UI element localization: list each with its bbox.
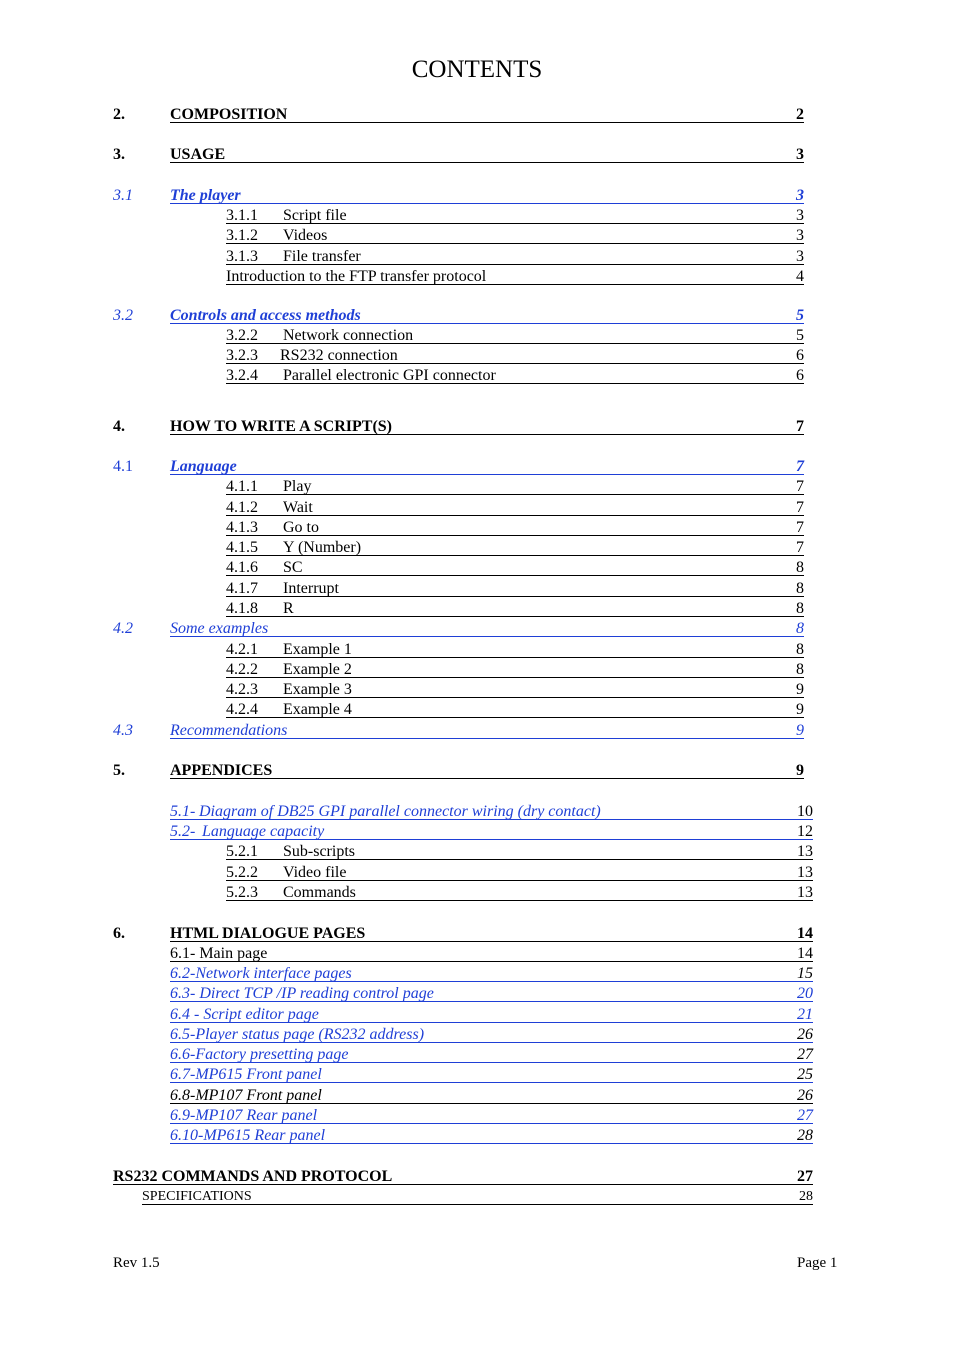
toc-entry-label: Example 3 [283, 681, 352, 698]
toc-entry-label: Example 2 [283, 661, 352, 678]
toc-entry-page: 20 [797, 985, 813, 1002]
toc-entry-label: HOW TO WRITE A SCRIPT(S) [170, 418, 392, 435]
toc-entry-page: 7 [796, 499, 804, 516]
toc-entry-label: Controls and access methods [170, 307, 361, 324]
toc-entry[interactable] [170, 1045, 813, 1065]
toc-entry[interactable] [226, 558, 804, 578]
toc-section-number: 4.1 [113, 458, 133, 475]
toc-entry-page: 8 [796, 620, 804, 637]
toc-entry-page: 27 [797, 1168, 813, 1185]
toc-entry[interactable] [113, 1167, 813, 1187]
toc-entry-page: 6 [796, 347, 804, 364]
toc-entry-label: Language capacity [198, 823, 325, 840]
toc-entry[interactable] [170, 1126, 813, 1146]
toc-entry-page: 7 [796, 539, 804, 556]
toc-entry-label: SPECIFICATIONS [142, 1189, 252, 1204]
toc-entry[interactable] [170, 944, 813, 964]
toc-subsection-number: 5.2.3 [226, 884, 258, 901]
toc-entry-label: RS232 connection [280, 347, 398, 364]
toc-section-number: 4.3 [113, 722, 133, 739]
toc-entry-page: 5 [796, 327, 804, 344]
toc-entry[interactable] [226, 226, 804, 246]
toc-entry-label: 6.6-Factory presetting page [170, 1046, 349, 1063]
toc-entry-label: USAGE [170, 146, 226, 163]
toc-entry-label: Y (Number) [283, 539, 362, 556]
toc-subsection-number: 4.1.7 [226, 580, 258, 597]
toc-subsection-number: 4.2.3 [226, 681, 258, 698]
toc-entry-page: 9 [796, 701, 804, 718]
toc-entry[interactable] [142, 1187, 813, 1207]
toc-entry-label: Videos [283, 227, 328, 244]
toc-entry-page: 15 [797, 965, 813, 982]
toc-entry-label: Commands [283, 884, 356, 901]
toc-entry[interactable] [226, 680, 804, 700]
toc-entry-label: HTML DIALOGUE PAGES [170, 925, 366, 942]
toc-entry[interactable] [226, 883, 813, 903]
toc-entry-label: Recommendations [170, 722, 288, 739]
toc-entry-page: 10 [797, 803, 813, 820]
toc-entry-label: 6.7-MP615 Front panel [170, 1066, 322, 1083]
toc-entry[interactable] [170, 984, 813, 1004]
toc-subsection-number: 3.1.3 [226, 248, 258, 265]
toc-entry-label: SC [283, 559, 303, 576]
toc-section-number: 3.2 [113, 307, 133, 324]
toc-entry-page: 7 [796, 519, 804, 536]
toc-entry-label: Interrupt [283, 580, 339, 597]
toc-entry-label: COMPOSITION [170, 106, 288, 123]
toc-entry-page: 3 [796, 227, 804, 244]
toc-entry[interactable] [226, 538, 804, 558]
toc-entry-page: 9 [796, 722, 804, 739]
toc-entry-page: 28 [799, 1189, 813, 1204]
toc-entry[interactable] [170, 721, 804, 741]
toc-entry-page: 3 [796, 207, 804, 224]
toc-entry-label: 6.3- Direct TCP /IP reading control page [170, 985, 434, 1002]
toc-entry[interactable] [170, 1065, 813, 1085]
toc-entry[interactable] [226, 267, 804, 287]
toc-entry-page: 9 [796, 681, 804, 698]
footer-revision: Rev 1.5 [113, 1255, 160, 1271]
toc-entry[interactable] [170, 802, 813, 822]
toc-section-number: 3. [113, 146, 125, 163]
toc-entry-label: Play [283, 478, 312, 495]
toc-entry-page: 28 [797, 1127, 813, 1144]
toc-entry-label: Some examples [170, 620, 269, 637]
toc-entry-label: Introduction to the FTP transfer protocol [226, 268, 487, 285]
toc-entry-page: 27 [797, 1046, 813, 1063]
toc-entry[interactable] [170, 417, 804, 437]
toc-entry-label: Go to [283, 519, 319, 536]
toc-entry-label: Language [170, 458, 237, 475]
toc-entry-page: 7 [796, 418, 804, 435]
toc-entry[interactable] [226, 700, 804, 720]
toc-entry[interactable] [226, 326, 804, 346]
toc-entry-label: 6.10-MP615 Rear panel [170, 1127, 326, 1144]
toc-entry-label: 6.8-MP107 Front panel [170, 1087, 322, 1104]
toc-entry[interactable] [226, 579, 804, 599]
toc-entry-label: Example 4 [283, 701, 352, 718]
toc-entry-page: 3 [796, 248, 804, 265]
toc-subsection-number: 3.2.3 [226, 347, 258, 364]
toc-entry[interactable] [226, 842, 813, 862]
toc-appendix-number: 5.1- [170, 803, 196, 820]
toc-section-number: 3.1 [113, 187, 133, 204]
toc-entry-page: 7 [796, 478, 804, 495]
toc-entry-page: 25 [797, 1066, 813, 1083]
toc-subsection-number: 3.1.1 [226, 207, 258, 224]
toc-entry-label: R [283, 600, 294, 617]
toc-entry-label: 6.5-Player status page (RS232 address) [170, 1026, 425, 1043]
toc-entry[interactable] [170, 105, 804, 125]
toc-entry[interactable] [226, 477, 804, 497]
toc-entry[interactable] [170, 924, 813, 944]
toc-entry-page: 3 [796, 146, 804, 163]
toc-section-number: 2. [113, 106, 125, 123]
toc-entry-page: 13 [797, 843, 813, 860]
toc-subsection-number: 4.1.8 [226, 600, 258, 617]
toc-entry[interactable] [226, 863, 813, 883]
toc-section-number: 6. [113, 925, 125, 942]
toc-entry-page: 8 [796, 580, 804, 597]
page-title: CONTENTS [411, 56, 543, 83]
toc-entry-page: 14 [797, 945, 813, 962]
toc-entry[interactable] [226, 346, 804, 366]
toc-entry[interactable] [170, 1086, 813, 1106]
toc-entry[interactable] [226, 366, 804, 386]
toc-entry-label: Wait [283, 499, 313, 516]
toc-subsection-number: 3.2.4 [226, 367, 258, 384]
toc-entry[interactable] [170, 964, 813, 984]
toc-section-number: 4.2 [113, 620, 133, 637]
toc-entry-label: 6.2-Network interface pages [170, 965, 352, 982]
toc-subsection-number: 3.2.2 [226, 327, 258, 344]
toc-entry[interactable] [170, 761, 804, 781]
toc-entry-page: 5 [796, 307, 804, 324]
toc-subsection-number: 4.2.4 [226, 701, 258, 718]
toc-entry-label: Example 1 [283, 641, 352, 658]
toc-subsection-number: 4.1.1 [226, 478, 258, 495]
toc-section-number: 5. [113, 762, 125, 779]
toc-entry[interactable] [170, 822, 813, 842]
toc-entry-page: 3 [796, 187, 804, 204]
toc-entry-page: 27 [797, 1107, 813, 1124]
toc-entry-page: 26 [797, 1026, 813, 1043]
toc-entry-label: APPENDICES [170, 762, 273, 779]
toc-section-number: 4. [113, 418, 125, 435]
toc-entry-label: Parallel electronic GPI connector [283, 367, 496, 384]
toc-entry-page: 13 [797, 864, 813, 881]
toc-entry-page: 14 [797, 925, 813, 942]
toc-entry-label: Script file [283, 207, 347, 224]
toc-entry-page: 4 [796, 268, 804, 285]
toc-entry-page: 12 [797, 823, 813, 840]
toc-entry-page: 13 [797, 884, 813, 901]
toc-entry[interactable] [226, 599, 804, 619]
toc-entry[interactable] [226, 498, 804, 518]
toc-entry-label: 6.1- Main page [170, 945, 268, 962]
toc-entry-label: Network connection [283, 327, 414, 344]
footer-page-number: Page 1 [797, 1255, 838, 1271]
toc-entry-label: RS232 COMMANDS AND PROTOCOL [113, 1168, 393, 1185]
toc-entry-page: 26 [797, 1087, 813, 1104]
toc-entry-page: 8 [796, 600, 804, 617]
toc-entry-label: 6.9-MP107 Rear panel [170, 1107, 318, 1124]
toc-entry[interactable] [170, 306, 804, 326]
toc-entry-page: 6 [796, 367, 804, 384]
toc-subsection-number: 5.2.1 [226, 843, 258, 860]
toc-entry-label: Video file [283, 864, 347, 881]
toc-entry[interactable] [226, 640, 804, 660]
toc-entry[interactable] [170, 619, 804, 639]
toc-subsection-number: 4.1.6 [226, 559, 258, 576]
toc-entry[interactable] [170, 457, 804, 477]
toc-subsection-number: 3.1.2 [226, 227, 258, 244]
toc-subsection-number: 5.2.2 [226, 864, 258, 881]
toc-entry-page: 8 [796, 661, 804, 678]
toc-entry[interactable] [170, 145, 804, 165]
toc-entry[interactable] [226, 247, 804, 267]
toc-entry-page: 8 [796, 641, 804, 658]
toc-entry-label: Diagram of DB25 GPI parallel connector wiring (dry contact) [199, 803, 601, 820]
toc-entry[interactable] [226, 206, 804, 226]
toc-subsection-number: 4.1.3 [226, 519, 258, 536]
toc-entry-label: 6.4 - Script editor page [170, 1006, 319, 1023]
toc-subsection-number: 4.1.5 [226, 539, 258, 556]
toc-entry-page: 21 [797, 1006, 813, 1023]
toc-entry[interactable] [170, 186, 804, 206]
toc-subsection-number: 4.2.2 [226, 661, 258, 678]
toc-subsection-number: 4.2.1 [226, 641, 258, 658]
toc-entry-label: The player [170, 187, 241, 204]
toc-entry[interactable] [170, 1005, 813, 1025]
toc-entry-page: 8 [796, 559, 804, 576]
toc-entry[interactable] [170, 1025, 813, 1045]
toc-entry-page: 7 [796, 458, 804, 475]
toc-appendix-number: 5.2- [170, 823, 196, 840]
toc-entry[interactable] [226, 518, 804, 538]
toc-entry[interactable] [170, 1106, 813, 1126]
toc-entry-page: 9 [796, 762, 804, 779]
toc-entry-label: File transfer [283, 248, 361, 265]
toc-entry[interactable] [226, 660, 804, 680]
toc-entry-label: Sub-scripts [283, 843, 355, 860]
toc-subsection-number: 4.1.2 [226, 499, 258, 516]
toc-entry-page: 2 [796, 106, 804, 123]
